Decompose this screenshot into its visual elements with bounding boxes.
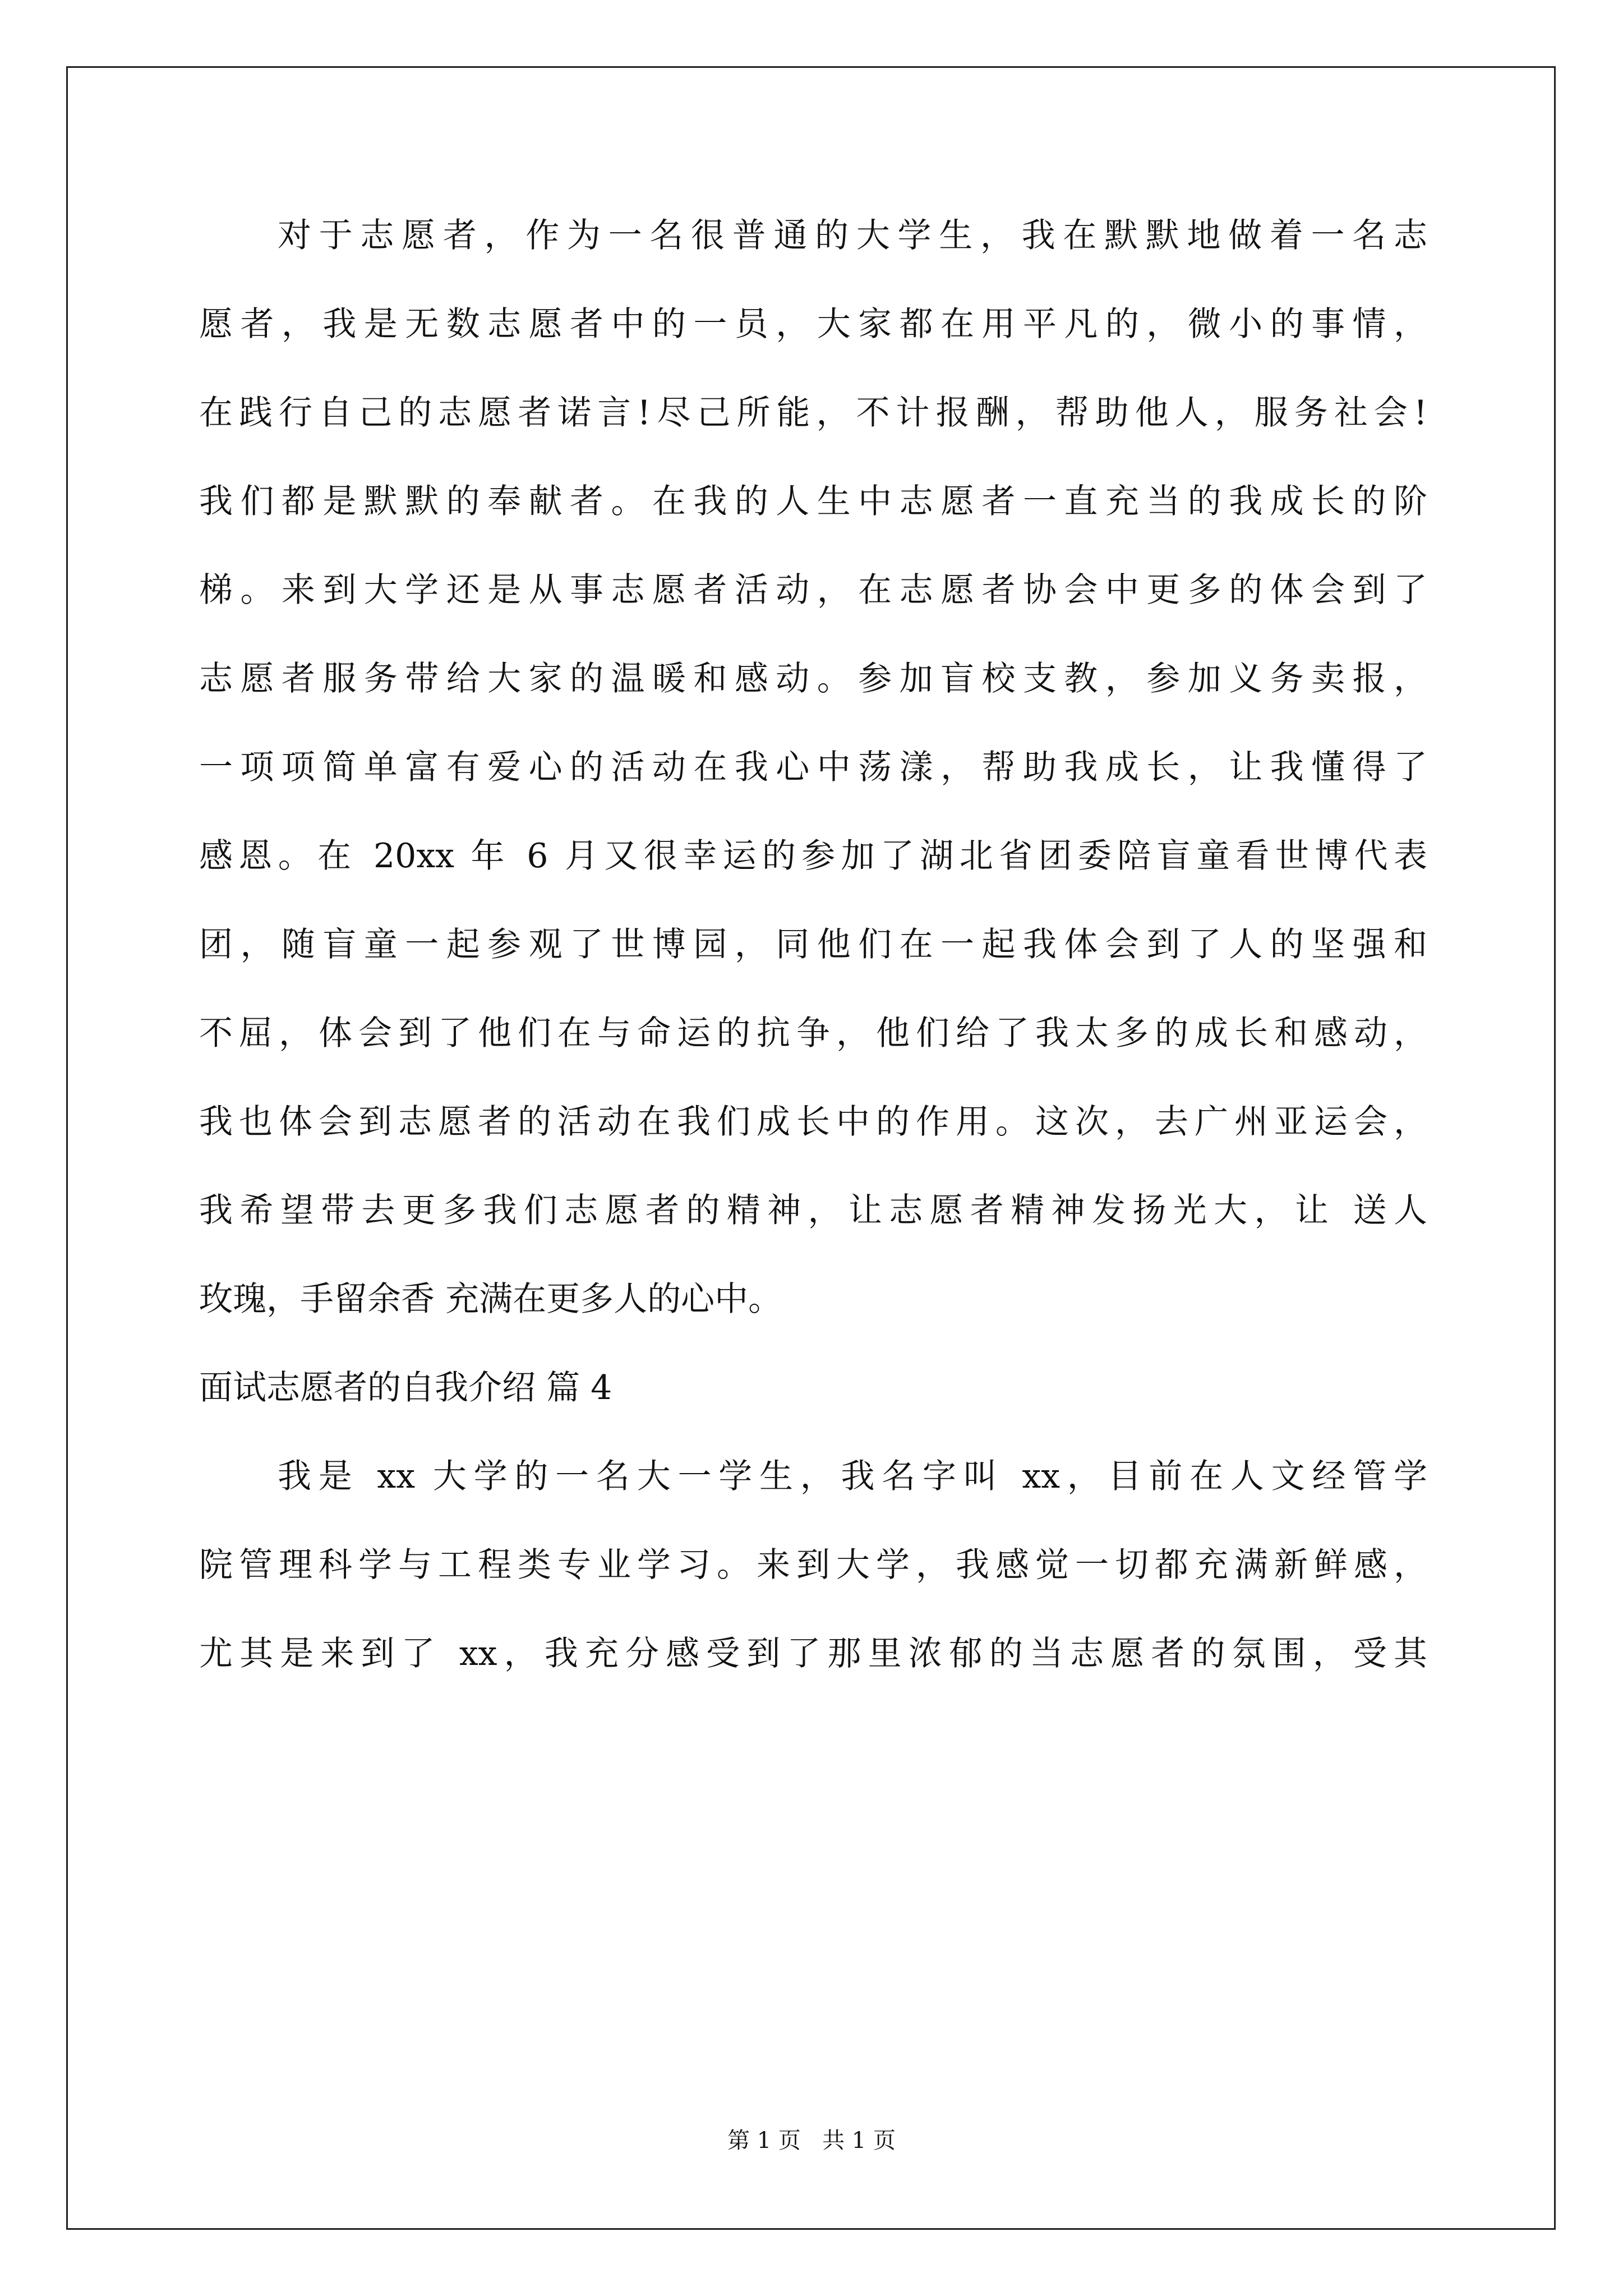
text-line: 院管理科学与工程类专业学习。来到大学，我感觉一切都充满新鲜感， — [199, 1545, 1427, 1585]
text-line: 我们都是默默的奉献者。在我的人生中志愿者一直充当的我成长的阶 — [199, 482, 1427, 521]
document-body — [199, 216, 1427, 1726]
text-line: 我希望带去更多我们志愿者的精神，让志愿者精神发扬光大，让 送人 — [199, 1191, 1427, 1230]
text-line: 我是 xx 大学的一名大一学生，我名字叫 xx，目前在人文经管学 — [278, 1457, 1427, 1496]
text-line: 对于志愿者，作为一名很普通的大学生，我在默默地做着一名志 — [278, 216, 1427, 255]
text-line: 不屈，体会到了他们在与命运的抗争，他们给了我太多的成长和感动， — [199, 1014, 1427, 1053]
text-line: 愿者，我是无数志愿者中的一员，大家都在用平凡的，微小的事情， — [199, 305, 1427, 344]
text-line: 一项项简单富有爱心的活动在我心中荡漾，帮助我成长，让我懂得了 — [199, 748, 1427, 787]
text-line: 感恩。在 20xx 年 6 月又很幸运的参加了湖北省团委陪盲童看世博代表 — [199, 836, 1427, 876]
text-line: 志愿者服务带给大家的温暖和感动。参加盲校支教，参加义务卖报， — [199, 659, 1427, 698]
text-line: 尤其是来到了 xx，我充分感受到了那里浓郁的当志愿者的氛围，受其 — [199, 1634, 1427, 1673]
text-line: 团，随盲童一起参观了世博园，同他们在一起我体会到了人的坚强和 — [199, 925, 1427, 964]
text-line: 在践行自己的志愿者诺言!尽己所能，不计报酬，帮助他人，服务社会! — [199, 393, 1427, 432]
paragraph-2 — [199, 1457, 1427, 1673]
section-heading: 面试志愿者的自我介绍 篇 4 — [199, 1368, 612, 1407]
paragraph-1 — [199, 216, 1427, 1319]
text-line: 我也体会到志愿者的活动在我们成长中的作用。这次，去广州亚运会， — [199, 1102, 1427, 1142]
text-line: 梯。来到大学还是从事志愿者活动，在志愿者协会中更多的体会到了 — [199, 570, 1427, 610]
text-line: 玫瑰，手留余香 充满在更多人的心中。 — [199, 1280, 782, 1319]
page-number-footer: 第 1 页 共 1 页 — [727, 2128, 896, 2154]
